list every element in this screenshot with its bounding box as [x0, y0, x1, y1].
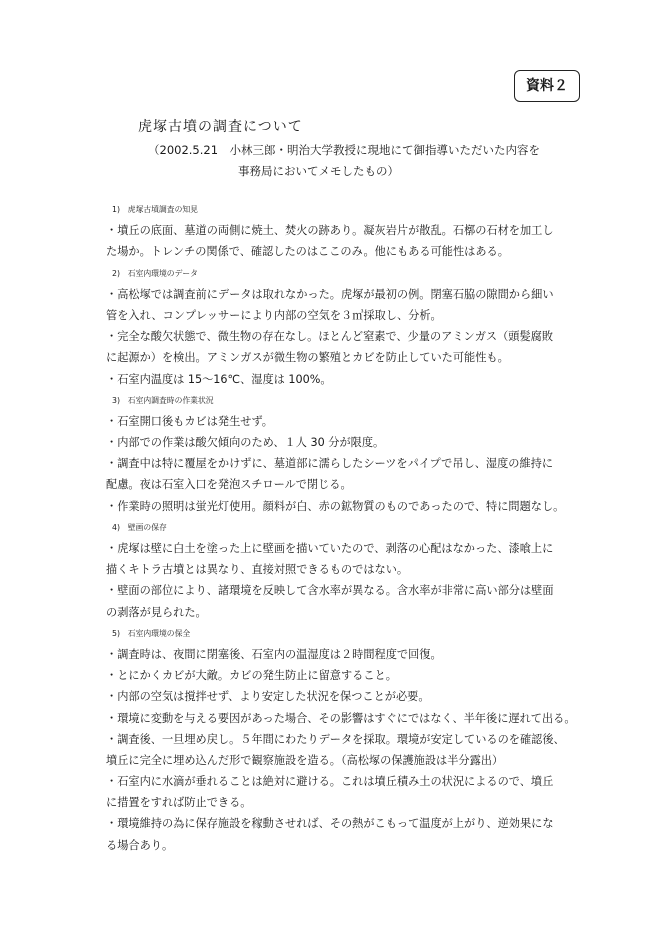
- section-heading: 3) 石室内調査時の作業状況: [112, 395, 214, 405]
- body-text-line: ・作業時の照明は蛍光灯使用。顔料が白、赤の鉱物質のものであったので、特に問題なし。: [106, 499, 565, 513]
- section-heading: 2) 石室内環境のデータ: [112, 268, 198, 278]
- body-text-line: ・壁面の部位により、諸環境を反映して含水率が異なる。含水率が非常に高い部分は壁面: [106, 584, 554, 598]
- body-text-line: ・完全な酸欠状態で、微生物の存在なし。ほとんど窒素で、少量のアミンガス（頭髪腐敗: [106, 330, 554, 344]
- section-heading: 4) 壁画の保存: [112, 522, 167, 532]
- body-text-line: ・高松塚では調査前にデータは取れなかった。虎塚が最初の例。閉塞石脇の隙間から細い: [106, 287, 554, 301]
- body-text-line: ・環境維持の為に保存施設を稼動させれば、その熱がこもって温度が上がり、逆効果にな: [106, 817, 554, 831]
- subtitle-line-2: 事務局においてメモしたもの）: [238, 164, 399, 178]
- body-text-line: ・内部の空気は撹拌せず、より安定した状況を保つことが必要。: [106, 690, 430, 704]
- section-heading: 5) 石室内環境の保全: [112, 628, 191, 638]
- body-text-line: ・石室開口後もカビは発生せず。: [106, 414, 273, 428]
- body-text-line: ・石室内に水滴が垂れることは絶対に避ける。これは墳丘積み土の状況によるので、墳丘: [106, 775, 554, 789]
- body-text-line: ・とにかくカビが大敵。カビの発生防止に留意すること。: [106, 669, 397, 683]
- body-text-line: 配慮。夜は石室入口を発泡スチロールで閉じる。: [106, 478, 352, 492]
- subtitle-line-1: （2002.5.21 小林三郎・明治大学教授に現地にて御指導いただいた内容を: [148, 143, 541, 157]
- body-text-line: ・石室内温度は 15～16℃、湿度は 100%。: [106, 372, 332, 386]
- body-text-line: ・環境に変動を与える要因があった場合、その影響はすぐにではなく、半年後に遅れて出る。: [106, 711, 576, 725]
- body-text-line: ・調査後、一旦埋め戻し。５年間にわたりデータを採取。環境が安定しているのを確認後、: [106, 732, 565, 746]
- body-text-line: 描くキトラ古墳とは異なり、直接対照できるものではない。: [106, 563, 409, 577]
- body-text-line: に起源か）を検出。アミンガスが微生物の繁殖とカビを防止していた可能性も。: [106, 351, 509, 365]
- document-body: [106, 199, 582, 856]
- body-text-line: ・調査中は特に覆屋をかけずに、墓道部に濡らしたシーツをパイプで吊し、湿度の維持に: [106, 457, 554, 471]
- document-title: 虎塚古墳の調査について: [138, 119, 303, 135]
- body-text-line: ・内部での作業は酸欠傾向のため、１人 30 分が限度。: [106, 436, 385, 450]
- body-text-line: ・虎塚は壁に白土を塗った上に壁画を描いていたので、剥落の心配はなかった、漆喰上に: [106, 542, 554, 555]
- body-text-line: 墳丘に完全に埋め込んだ形で観察施設を造る。（高松塚の保護施設は半分露出）: [106, 753, 504, 767]
- material-number-stamp: 資料２: [514, 70, 580, 102]
- body-text-line: ・調査時は、夜間に閉塞後、石室内の温湿度は２時間程度で回復。: [106, 647, 442, 661]
- body-text-line: た場か。トレンチの関係で、確認したのはここのみ。他にもある可能性はある。: [106, 245, 509, 259]
- body-text-line: に措置をすれば防止できる。: [106, 796, 252, 810]
- body-text-line: る場合あり。: [106, 838, 174, 852]
- body-text-line: の剥落が見られた。: [106, 605, 207, 619]
- body-text-line: ・墳丘の底面、墓道の両側に焼土、焚火の跡あり。凝灰岩片が散乱。石槨の石材を加工し: [106, 224, 554, 238]
- section-heading: 1) 虎塚古墳調査の知見: [112, 205, 198, 214]
- body-text-line: 管を入れ、コンプレッサーにより内部の空気を３㎥採取し、分析。: [106, 308, 442, 322]
